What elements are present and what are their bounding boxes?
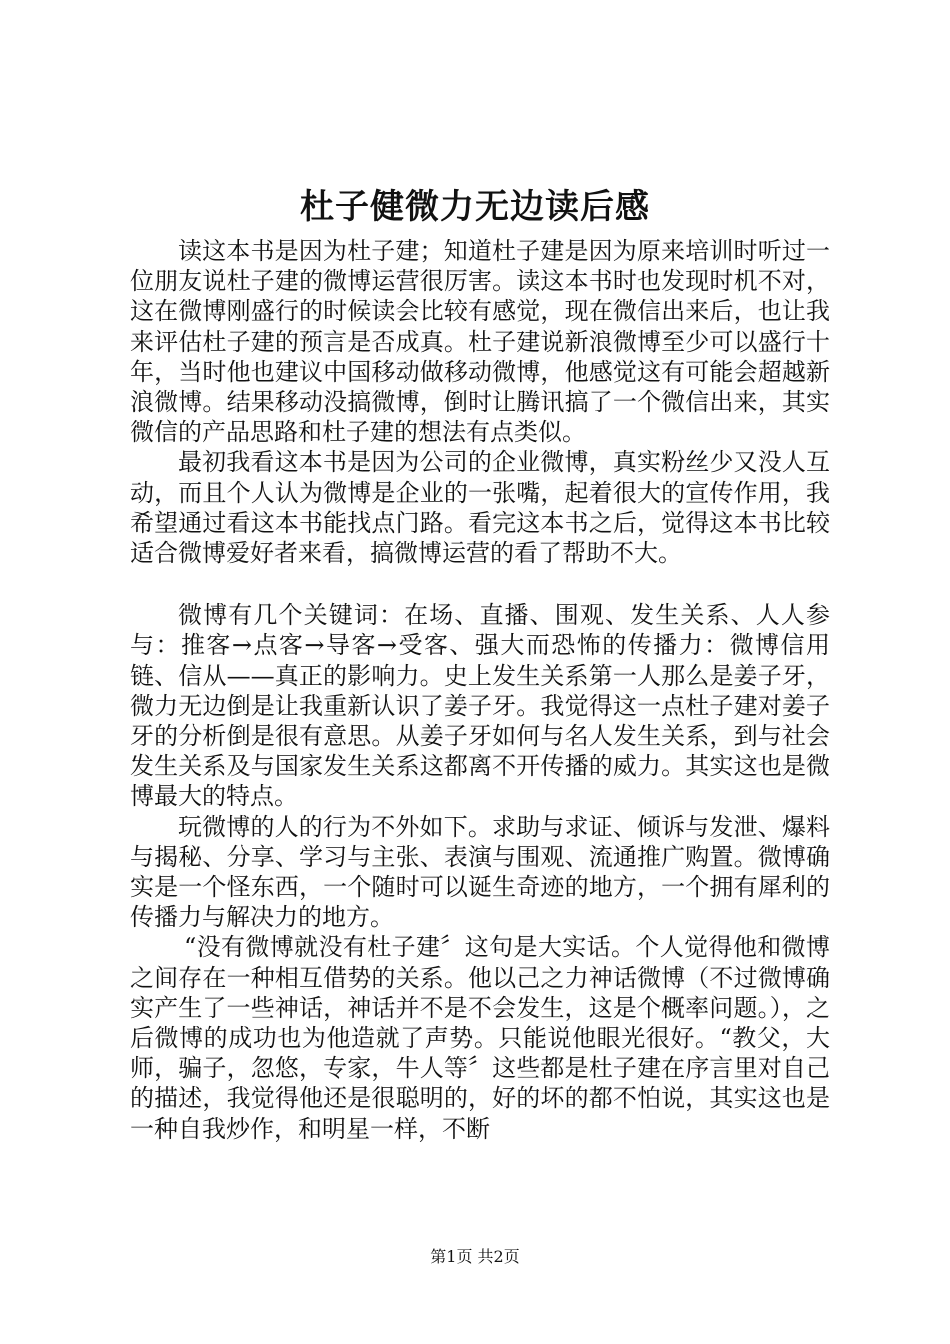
paragraph: 微博有几个关键词：在场、直播、围观、发生关系、人人参与：推客→点客→导客→受客、强大而恐怖的传播力：微博信用链、信从——真正的影响力。史上发生关系第一人那么是姜子牙，微力无边倒是让我重新认识了姜子牙。我觉得这一点杜子建对姜子牙的分析倒是很有意思。从姜子牙如何与名人发生关系，到与社会发生关系及与国家发生关系这都离不开传播的威力。其实这也是微博最大的特点。 [130,601,830,811]
document-body [130,236,830,1144]
page-number-footer: 第1页 共2页 [430,1247,520,1266]
document-title: 杜子健微力无边读后感 [300,187,650,227]
paragraph: “没有微博就没有杜子建〞这句是大实话。个人觉得他和微博之间存在一种相互借势的关系。他以己之力神话微博（不过微博确实产生了一些神话，神话并不是不会发生，这是个概率问题。），之后微博的成功也为他造就了声势。只能说他眼光很好。“教父，大师，骗子，忽悠，专家，牛人等〞这些都是杜子建在序言里对自己的描述，我觉得他还是很聪明的，好的坏的都不怕说，其实这也是一种自我炒作，和明星一样，不断 [130,933,830,1143]
paragraph: 玩微博的人的行为不外如下。求助与求证、倾诉与发泄、爆料与揭秘、分享、学习与主张、表演与围观、流通推广购置。微博确实是一个怪东西，一个随时可以诞生奇迹的地方，一个拥有犀利的传播力与解决力的地方。 [130,812,830,932]
paragraph: 最初我看这本书是因为公司的企业微博，真实粉丝少又没人互动，而且个人认为微博是企业的一张嘴，起着很大的宣传作用，我希望通过看这本书能找点门路。看完这本书之后，觉得这本书比较适合微博爱好者来看，搞微博运营的看了帮助不大。 [130,448,830,568]
paragraph: 读这本书是因为杜子建；知道杜子建是因为原来培训时听过一位朋友说杜子建的微博运营很厉害。读这本书时也发现时机不对，这在微博刚盛行的时候读会比较有感觉，现在微信出来后，也让我来评估杜子建的预言是否成真。杜子建说新浪微博至少可以盛行十年，当时他也建议中国移动做移动微博，他感觉这有可能会超越新浪微博。结果移动没搞微博，倒时让腾讯搞了一个微信出来，其实微信的产品思路和杜子建的想法有点类似。 [130,237,830,447]
